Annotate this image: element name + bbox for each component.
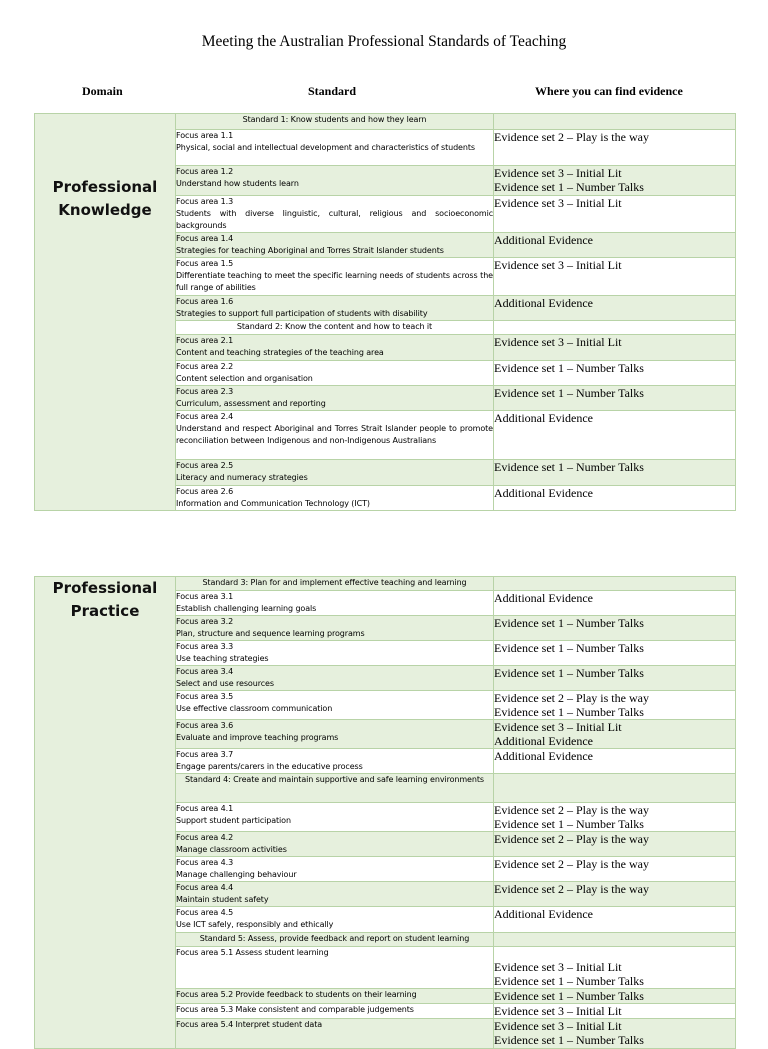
focus-area-number: Focus area 2.1 bbox=[176, 336, 234, 345]
focus-area-cell bbox=[176, 166, 494, 196]
focus-area-description: Students with diverse linguistic, cultural, religious and socioeconomic backgrounds bbox=[176, 209, 493, 230]
evidence-cell bbox=[494, 616, 736, 641]
evidence-item: Evidence set 2 – Play is the way bbox=[494, 130, 649, 144]
focus-area-description: Support student participation bbox=[176, 816, 291, 825]
evidence-item: Evidence set 3 – Initial Lit bbox=[494, 166, 622, 180]
focus-area-description: Manage classroom activities bbox=[176, 845, 287, 854]
column-header-domain: Domain bbox=[82, 84, 123, 98]
standard-title: Standard 1: Know students and how they learn bbox=[242, 115, 427, 124]
focus-area-number: Focus area 5.3 Make consistent and comparable judgements bbox=[176, 1005, 414, 1014]
focus-area-description: Evaluate and improve teaching programs bbox=[176, 733, 339, 742]
standard-header-row bbox=[35, 114, 736, 130]
focus-area-number: Focus area 5.2 Provide feedback to students on their learning bbox=[176, 990, 417, 999]
focus-area-cell bbox=[176, 1004, 494, 1019]
evidence-item: Evidence set 3 – Initial Lit bbox=[494, 1004, 622, 1018]
evidence-cell bbox=[494, 196, 736, 233]
evidence-item: Evidence set 1 – Number Talks bbox=[494, 460, 644, 474]
standard-title-cell bbox=[176, 577, 494, 591]
evidence-cell bbox=[494, 691, 736, 720]
focus-area-cell bbox=[176, 591, 494, 616]
focus-area-cell bbox=[176, 233, 494, 258]
focus-area-cell bbox=[176, 989, 494, 1004]
focus-area-description: Strategies to support full participation of students with disability bbox=[176, 309, 428, 318]
focus-area-cell bbox=[176, 335, 494, 361]
focus-area-cell bbox=[176, 803, 494, 832]
evidence-item: Evidence set 3 – Initial Lit bbox=[494, 720, 622, 734]
focus-area-number: Focus area 4.2 bbox=[176, 833, 234, 842]
domain-label-line: Practice bbox=[70, 602, 140, 620]
evidence-item: Evidence set 3 – Initial Lit bbox=[494, 960, 622, 974]
evidence-item: Evidence set 1 – Number Talks bbox=[494, 817, 644, 831]
evidence-cell bbox=[494, 947, 736, 989]
evidence-item: Evidence set 3 – Initial Lit bbox=[494, 196, 622, 210]
focus-area-number: Focus area 5.4 Interpret student data bbox=[176, 1020, 323, 1029]
evidence-cell bbox=[494, 386, 736, 411]
evidence-item: Additional Evidence bbox=[494, 411, 593, 425]
domain-cell bbox=[35, 114, 176, 511]
standard-title: Standard 2: Know the content and how to teach it bbox=[236, 322, 433, 331]
focus-area-cell bbox=[176, 907, 494, 933]
focus-area-number: Focus area 3.6 bbox=[176, 721, 234, 730]
evidence-item: Evidence set 1 – Number Talks bbox=[494, 1033, 644, 1047]
evidence-item: Evidence set 3 – Initial Lit bbox=[494, 1019, 622, 1033]
evidence-cell bbox=[494, 166, 736, 196]
evidence-item: Evidence set 1 – Number Talks bbox=[494, 705, 644, 719]
focus-area-description: Maintain student safety bbox=[176, 895, 269, 904]
standard-header-row bbox=[35, 577, 736, 591]
focus-area-number: Focus area 1.6 bbox=[176, 297, 234, 306]
focus-area-cell bbox=[176, 386, 494, 411]
focus-area-cell bbox=[176, 882, 494, 907]
focus-area-description: Select and use resources bbox=[176, 679, 274, 688]
evidence-cell bbox=[494, 411, 736, 460]
focus-area-cell bbox=[176, 1019, 494, 1049]
evidence-cell bbox=[494, 361, 736, 386]
focus-area-number: Focus area 1.3 bbox=[176, 197, 234, 206]
focus-area-number: Focus area 3.3 bbox=[176, 642, 234, 651]
focus-area-number: Focus area 2.2 bbox=[176, 362, 234, 371]
focus-area-description: Engage parents/carers in the educative process bbox=[176, 762, 363, 771]
focus-area-cell bbox=[176, 258, 494, 296]
standard-title-cell bbox=[176, 933, 494, 947]
focus-area-description: Establish challenging learning goals bbox=[176, 604, 317, 613]
column-header-evidence: Where you can find evidence bbox=[535, 84, 683, 98]
evidence-cell bbox=[494, 989, 736, 1004]
focus-area-cell bbox=[176, 832, 494, 857]
focus-area-cell bbox=[176, 486, 494, 511]
evidence-item: Evidence set 2 – Play is the way bbox=[494, 857, 649, 871]
focus-area-number: Focus area 4.3 bbox=[176, 858, 234, 867]
focus-area-number: Focus area 2.6 bbox=[176, 487, 234, 496]
evidence-cell bbox=[494, 1004, 736, 1019]
evidence-cell bbox=[494, 832, 736, 857]
focus-area-description: Differentiate teaching to meet the specific learning needs of students across the full range of abilities bbox=[176, 271, 493, 292]
evidence-cell bbox=[494, 857, 736, 882]
focus-area-number: Focus area 2.5 bbox=[176, 461, 234, 470]
evidence-item: Evidence set 1 – Number Talks bbox=[494, 989, 644, 1003]
focus-area-description: Understand how students learn bbox=[176, 179, 299, 188]
evidence-cell bbox=[494, 486, 736, 511]
evidence-cell bbox=[494, 749, 736, 774]
focus-area-number: Focus area 2.3 bbox=[176, 387, 234, 396]
focus-area-cell bbox=[176, 666, 494, 691]
evidence-cell bbox=[494, 460, 736, 486]
focus-area-number: Focus area 3.5 bbox=[176, 692, 234, 701]
standard-title: Standard 4: Create and maintain supportive and safe learning environments bbox=[185, 775, 484, 784]
evidence-cell bbox=[494, 933, 736, 947]
evidence-cell bbox=[494, 907, 736, 933]
focus-area-cell bbox=[176, 749, 494, 774]
focus-area-number: Focus area 1.2 bbox=[176, 167, 234, 176]
focus-area-number: Focus area 3.4 bbox=[176, 667, 234, 676]
evidence-item: Evidence set 3 – Initial Lit bbox=[494, 258, 622, 272]
focus-area-cell bbox=[176, 691, 494, 720]
evidence-cell bbox=[494, 720, 736, 749]
evidence-item: Evidence set 1 – Number Talks bbox=[494, 666, 644, 680]
evidence-cell bbox=[494, 882, 736, 907]
evidence-item: Evidence set 1 – Number Talks bbox=[494, 386, 644, 400]
evidence-cell bbox=[494, 803, 736, 832]
focus-area-number: Focus area 2.4 bbox=[176, 412, 234, 421]
focus-area-cell bbox=[176, 947, 494, 989]
evidence-item: Additional Evidence bbox=[494, 749, 593, 763]
focus-area-description: Curriculum, assessment and reporting bbox=[176, 399, 326, 408]
column-header-standard: Standard bbox=[308, 84, 357, 98]
focus-area-cell bbox=[176, 460, 494, 486]
evidence-item: Additional Evidence bbox=[494, 734, 593, 748]
focus-area-number: Focus area 1.1 bbox=[176, 131, 234, 140]
focus-area-description: Strategies for teaching Aboriginal and Torres Strait Islander students bbox=[176, 246, 444, 255]
standard-title-cell bbox=[176, 774, 494, 803]
evidence-cell bbox=[494, 233, 736, 258]
standards-table-professional-knowledge bbox=[34, 113, 736, 511]
focus-area-cell bbox=[176, 857, 494, 882]
evidence-cell bbox=[494, 321, 736, 335]
evidence-item: Additional Evidence bbox=[494, 233, 593, 247]
evidence-cell bbox=[494, 577, 736, 591]
evidence-item: Evidence set 1 – Number Talks bbox=[494, 361, 644, 375]
standards-table-professional-practice bbox=[34, 576, 736, 1049]
focus-area-number: Focus area 1.5 bbox=[176, 259, 234, 268]
focus-area-description: Plan, structure and sequence learning programs bbox=[176, 629, 365, 638]
focus-area-description: Use effective classroom communication bbox=[176, 704, 333, 713]
focus-area-description: Content selection and organisation bbox=[176, 374, 313, 383]
focus-area-number: Focus area 4.4 bbox=[176, 883, 234, 892]
evidence-cell bbox=[494, 641, 736, 666]
evidence-item: Evidence set 2 – Play is the way bbox=[494, 882, 649, 896]
focus-area-number: Focus area 3.1 bbox=[176, 592, 234, 601]
evidence-item: Additional Evidence bbox=[494, 907, 593, 921]
focus-area-number: Focus area 1.4 bbox=[176, 234, 234, 243]
evidence-item: Evidence set 1 – Number Talks bbox=[494, 616, 644, 630]
focus-area-description: Literacy and numeracy strategies bbox=[176, 473, 308, 482]
evidence-item: Evidence set 1 – Number Talks bbox=[494, 641, 644, 655]
focus-area-number: Focus area 4.5 bbox=[176, 908, 234, 917]
focus-area-cell bbox=[176, 720, 494, 749]
evidence-cell bbox=[494, 666, 736, 691]
evidence-cell bbox=[494, 296, 736, 321]
focus-area-cell bbox=[176, 641, 494, 666]
evidence-item: Evidence set 2 – Play is the way bbox=[494, 803, 649, 817]
focus-area-number: Focus area 4.1 bbox=[176, 804, 234, 813]
focus-area-description: Use teaching strategies bbox=[176, 654, 269, 663]
focus-area-description: Understand and respect Aboriginal and Torres Strait Islander people to promote reconciliation between Indigenous and non-Indigenous Australians bbox=[176, 424, 493, 445]
standard-title: Standard 3: Plan for and implement effective teaching and learning bbox=[202, 578, 467, 587]
focus-area-cell bbox=[176, 130, 494, 166]
evidence-cell bbox=[494, 335, 736, 361]
evidence-item: Additional Evidence bbox=[494, 591, 593, 605]
evidence-cell bbox=[494, 130, 736, 166]
domain-label-line: Knowledge bbox=[58, 201, 152, 219]
focus-area-description: Use ICT safely, responsibly and ethically bbox=[176, 920, 334, 929]
domain-label-line: Professional bbox=[52, 579, 158, 597]
evidence-item: Additional Evidence bbox=[494, 486, 593, 500]
evidence-item: Evidence set 2 – Play is the way bbox=[494, 832, 649, 846]
evidence-item: Evidence set 1 – Number Talks bbox=[494, 180, 644, 194]
evidence-cell bbox=[494, 114, 736, 130]
standard-title-cell bbox=[176, 321, 494, 335]
evidence-item: Additional Evidence bbox=[494, 296, 593, 310]
document-title: Meeting the Australian Professional Standards of Teaching bbox=[201, 33, 567, 50]
evidence-cell bbox=[494, 1019, 736, 1049]
domain-label-line: Professional bbox=[52, 178, 158, 196]
focus-area-number: Focus area 3.2 bbox=[176, 617, 234, 626]
evidence-cell bbox=[494, 591, 736, 616]
focus-area-number: Focus area 3.7 bbox=[176, 750, 234, 759]
focus-area-cell bbox=[176, 296, 494, 321]
evidence-item: Evidence set 3 – Initial Lit bbox=[494, 335, 622, 349]
domain-cell bbox=[35, 577, 176, 1049]
evidence-item: Evidence set 1 – Number Talks bbox=[494, 974, 644, 988]
focus-area-cell bbox=[176, 196, 494, 233]
focus-area-description: Physical, social and intellectual development and characteristics of students bbox=[176, 143, 475, 152]
focus-area-cell bbox=[176, 616, 494, 641]
focus-area-description: Information and Communication Technology (ICT) bbox=[176, 499, 370, 508]
focus-area-description: Content and teaching strategies of the teaching area bbox=[176, 348, 384, 357]
focus-area-number: Focus area 5.1 Assess student learning bbox=[176, 948, 329, 957]
evidence-cell bbox=[494, 774, 736, 803]
evidence-cell bbox=[494, 258, 736, 296]
standard-title-cell bbox=[176, 114, 494, 130]
focus-area-description: Manage challenging behaviour bbox=[176, 870, 297, 879]
focus-area-cell bbox=[176, 361, 494, 386]
standard-title: Standard 5: Assess, provide feedback and report on student learning bbox=[199, 934, 470, 943]
evidence-item: Evidence set 2 – Play is the way bbox=[494, 691, 649, 705]
focus-area-cell bbox=[176, 411, 494, 460]
